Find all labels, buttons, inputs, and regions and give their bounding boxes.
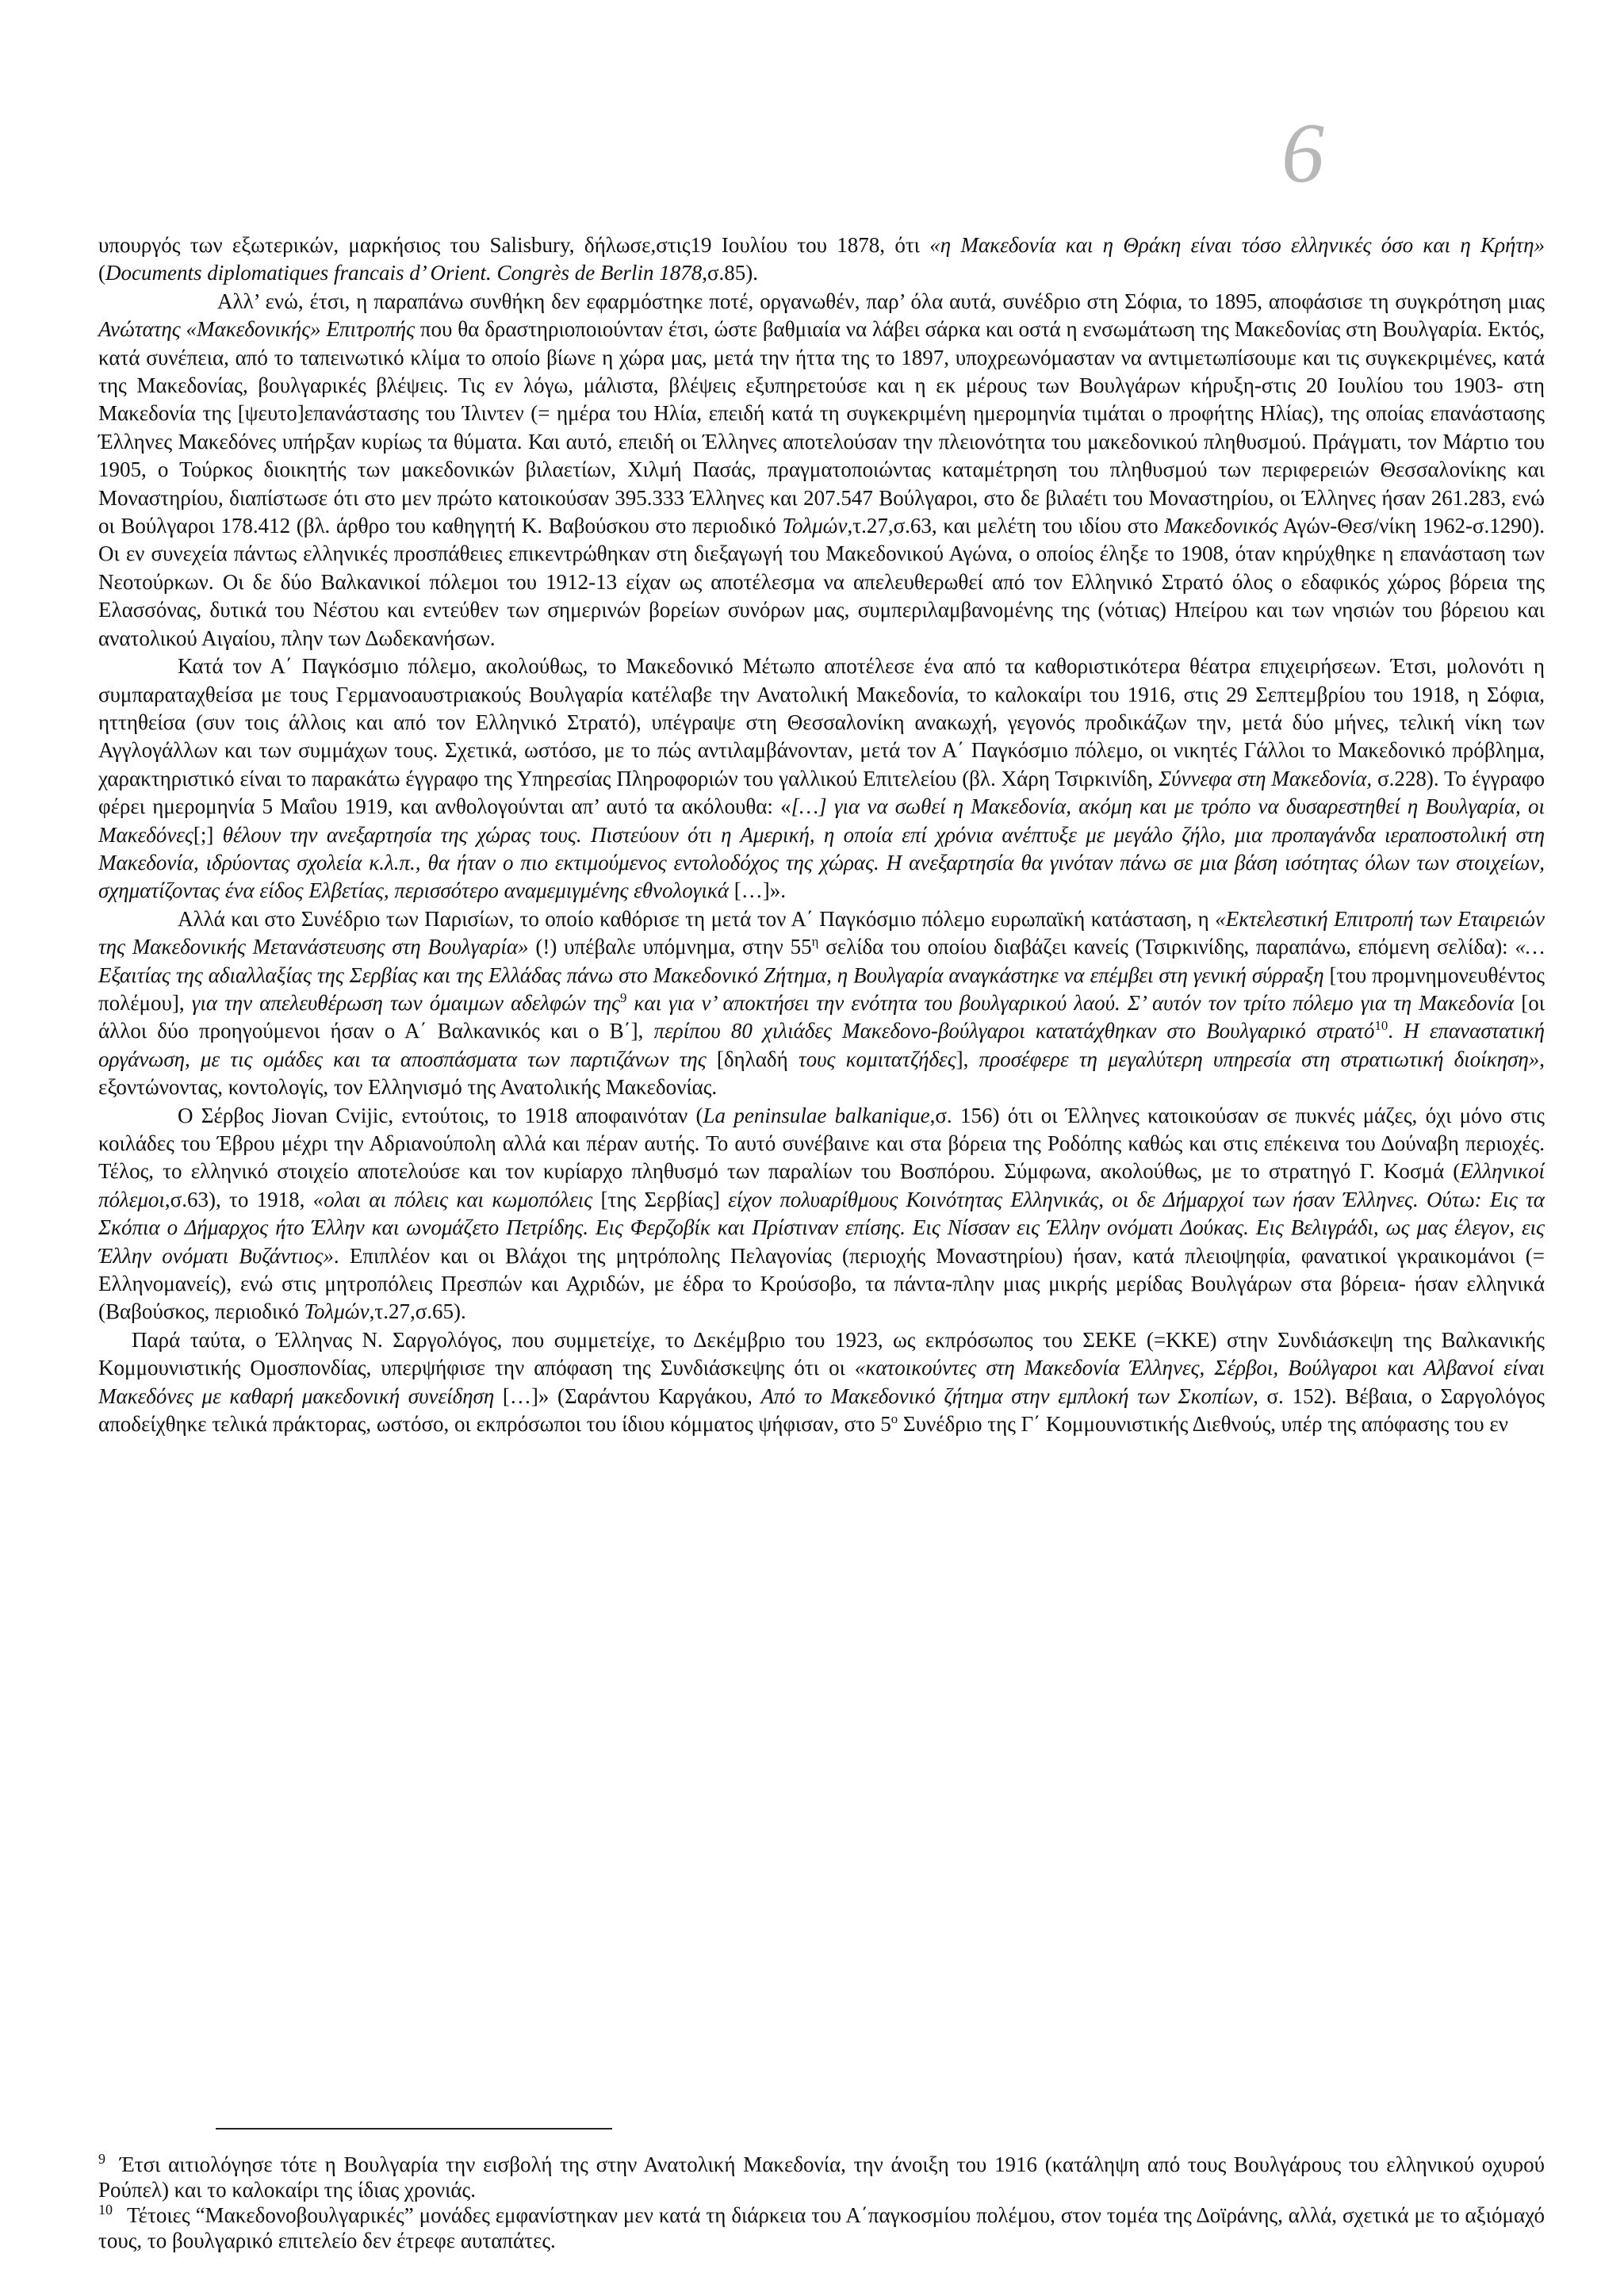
text-run: Αγών-Θεσ/νίκη 1962-σ.1290). Οι εν συνεχεία πάντως ελληνικές προσπάθειες επικεντρώθηκαν στη διεξαγωγή του Μακεδονικού Αγώνα, ο οποίος έληξε το 1908, όταν κηρύχθηκε η επανάσταση των Νεοτούρκων. Οι δε δύο Βαλκανικοί πόλεμοι του 1912-13 είχαν ως αποτέλεσμα να απελευθερωθεί από τον Ελληνικό Στρατό όλος ο εδαφικός χώρος βόρεια της Ελασσόνας, δυτικά του Νέστου και εντεύθεν των σημερινών βορείων συνόρων μας, συμπεριλαμβανομένης της (νότιας) Ηπείρου και των νησιών του βόρειου και ανατολικού Αιγαίου, πλην των Δωδεκανήσων. <box>98 514 1545 650</box>
text-run: […]» (Σαράντου Καργάκου, <box>494 1383 761 1408</box>
paragraph <box>98 232 1545 288</box>
italic-text: […] για να σωθεί η Μακεδονία, ακόμη και με τρόπο να δυσαρεστηθεί η Βουλγαρία, οι Μακεδόνες <box>98 794 1545 847</box>
footnote-text: Έτσι αιτιολόγησε τότε η Βουλγαρία την εισβολή της στην Ανατολική Μακεδονία, την άνοιξη του 1916 (κατάληψη από τους Βουλγάρους του ελληνικού οχυρού Ρούπελ) και το καλοκαίρι της ίδιας χρονιάς. <box>98 2152 1545 2202</box>
text-run: [οι άλλοι δύο προηγούμενοι ήσαν ο Α΄ Βαλκανικός και ο Β΄], <box>98 990 1545 1043</box>
text-run: σελίδα του οποίου διαβάζει κανείς (Τσιρκινίδης, παραπάνω, επόμενη σελίδα): <box>818 935 1515 959</box>
text-run: Παρά ταύτα, ο Έλληνας Ν. Σαργολόγος, που συμμετείχε, το Δεκέμβριο του 1923, ως εκπρόσωπος του ΣΕΚΕ (=ΚΚΕ) στην Συνδιάσκεψη της Βαλκανικής Κομμουνιστικής Ομοσπονδίας, υπερψήφισε την απόφαση της Συνδιάσκεψης ότι οι <box>98 1327 1545 1380</box>
text-run: ,σ.63), το 1918, <box>164 1187 313 1211</box>
text-run: Συνέδριο της Γ΄ Κομμουνιστικής Διεθνούς, υπέρ της απόφασης του εν <box>898 1412 1508 1437</box>
footnote-text: Τέτοιες “Μακεδονοβουλγαρικές” μονάδες εμφανίστηκαν μεν κατά τη διάρκεια του Α΄παγκοσμίου πολέμου, στον τομέα της Δοϊράνης, αλλά, σχετικά με το αξιόμαχό τους, το βουλγαρικό επιτελείο δεν έτρεφε αυταπάτες. <box>98 2203 1545 2252</box>
main-text <box>98 232 1545 1438</box>
italic-text: Σύννεφα στη Μακεδονία, <box>1159 766 1373 790</box>
paragraph <box>98 652 1545 905</box>
italic-text: «ολαι αι πόλεις και κωμοπόλεις <box>312 1187 593 1211</box>
text-run: , εξοντώνοντας, κοντολογίς, τον Ελληνισμό της Ανατολικής Μακεδονίας. <box>98 1047 1545 1100</box>
text-run: σ.228). Το έγγραφο φέρει ημερομηνία 5 Μαΐου 1919, και ανθολογούνται απ’ αυτό τα ακόλουθα: « <box>98 766 1545 819</box>
italic-text: και για ν’ αποκτήσει την ενότητα του βουλγαρικού λαού. Σ’ αυτόν τον τρίτο πόλεμο για τη Μακεδονία <box>626 990 1515 1015</box>
footnote <box>98 2202 1545 2253</box>
text-run: ( <box>98 261 105 285</box>
text-run: (!) υπέβαλε υπόμνημα, στην 55 <box>528 935 812 959</box>
italic-text: Η επαναστατική οργάνωση, με τις ομάδες και τα αποσπάσματα των παρτιζάνων της <box>98 1019 1545 1071</box>
text-run: Κατά τον Α΄ Παγκόσμιο πόλεμο, ακολούθως, το Μακεδονικό Μέτωπο αποτέλεσε ένα από τα καθοριστικότερα θέατρα επιχειρήσεων. Έτσι, μολονότι η συμπαραταχθείσα με τους Γερμανοαυστριακούς Βουλγαρία κατέλαβε την Ανατολική Μακεδονία, το καλοκαίρι του 1916, στις 29 Σεπτεμβρίου του 1918, η Σόφια, ηττηθείσα (συν τοις άλλοις και από τον Ελληνικό Στρατό), υπέγραψε στη Θεσσαλονίκη ανακωχή, γεγονός προδικάζων την, μετά δύο μήνες, τελική νίκη των Αγγλογάλλων και των συμμάχων τους. Σχετικά, ωστόσο, με το πώς αντιλαμβάνονταν, μετά τον Α΄ Παγκόσμιο πόλεμο, οι νικητές Γάλλοι το Μακεδονικό πρόβλημα, χαρακτηριστικό είναι το παρακάτω έγγραφο της Υπηρεσίας Πληροφοριών του γαλλικού Επιτελείου (βλ. Χάρη Τσιρκινίδη, <box>98 654 1545 790</box>
superscript: 9 <box>620 989 627 1005</box>
text-run: ], <box>956 1047 979 1071</box>
footnote-separator <box>216 2128 612 2130</box>
text-run: ,τ.27,σ.65). <box>369 1299 466 1324</box>
text-run: […]». <box>729 878 786 903</box>
italic-text: «η Μακεδονία και η Θράκη είναι τόσο ελληνικές όσο και η Κρήτη» <box>929 233 1545 257</box>
footnote-number: 10 <box>98 2202 113 2218</box>
paragraph <box>98 1102 1545 1326</box>
text-run: [της Σερβίας] <box>592 1187 729 1211</box>
italic-text: προσέφερε τη μεγαλύτερη υπηρεσία στη στρατιωτική διοίκηση» <box>979 1047 1540 1071</box>
text-run: Αλλά και στο Συνέδριο των Παρισίων, το οποίο καθόρισε τη μετά τον Α΄ Παγκόσμιο πόλεμο ευρωπαϊκή κατάσταση, η <box>178 906 1216 931</box>
text-run: Αλλ’ ενώ, έτσι, η παραπάνω συνθήκη δεν εφαρμόστηκε ποτέ, οργανωθέν, παρ’ όλα αυτά, συνέδριο στη Σόφια, το 1895, αποφάσισε τη συγκρότηση μιας <box>217 289 1545 313</box>
text-run: ,σ. 156) ότι οι Έλληνες κατοικούσαν σε πυκνές μάζες, όχι μόνο στις κοιλάδες του Έβρου μέχρι την Αδριανούπολη αλλά και πέραν αυτής. Το αυτό συνέβαινε και στα βόρεια της Ροδόπης καθώς και στις επέκεινα του Δούναβη περιοχές. Τέλος, το ελληνικό στοιχείο αποτελούσε και τον κυρίαρχο πληθυσμό των παραλίων του Βοσπόρου. Σύμφωνα, ακολούθως, με το στρατηγό Γ. Κοσμά ( <box>98 1103 1545 1184</box>
italic-text: La peninsulae balkanique <box>703 1103 930 1127</box>
text-run: Ο Σέρβος Jiovan Cvijic, εντούτοις, το 1918 αποφαινόταν ( <box>178 1103 703 1127</box>
italic-text: Τολμών <box>782 514 848 538</box>
footnote <box>98 2152 1545 2202</box>
italic-text: Τολμών <box>304 1299 370 1324</box>
italic-text: είχον πολυαρίθμους Κοινότητας Ελληνικάς, οι δε Δήμαρχοί των ήσαν Έλληνες. Ούτω: Εις τα Σκόπια ο Δήμαρχος ήτο Έλλην και ωνομάζετο Πετρίδης. Εις Φερζοβίκ και Πρίστιναν επίσης. Εις Νίσσαν εις Έλλην ονόματι Δούκας. Εις Βελιγράδι, ως μας έλεγον, εις Έλλην ονόματι Βυζάντιος» <box>98 1187 1545 1268</box>
italic-text: Documents diplomatiques francais d’ Orient. Congrès de Berlin 1878 <box>105 261 703 285</box>
superscript: η <box>811 934 819 950</box>
italic-text: τους κομιτατζήδες <box>798 1047 956 1071</box>
page-number: 6 <box>1281 106 1324 201</box>
text-run: [δηλαδή <box>706 1047 799 1071</box>
italic-text: «…Εξαιτίας της αδιαλλαξίας της Σερβίας και της Ελλάδας πάνω στο Μακεδονικό Ζήτημα, η Βουλγαρία αναγκάστηκε να επέμβει στη γενική σύρραξη <box>98 935 1545 987</box>
text-run: που θα δραστηριοποιούνταν έτσι, ώστε βαθμιαία να λάβει σάρκα και οστά η ενσωμάτωση της Μακεδονίας στη Βουλγαρία. Εκτός, κατά συνέπεια, από το ταπεινωτικό κλίμα το οποίο βίωνε η χώρα μας, μετά την ήττα της το 1897, υποχρεωνόμασταν να αντιμετωπίσουμε και τις συγκεκριμένες, κατά της Μακεδονίας, βουλγαρικές βλέψεις. Τις εν λόγω, μάλιστα, βλέψεις εξυπηρετούσε και η εκ μέρους των Βουλγάρων κήρυξη-στις 20 Ιουλίου του 1903- στη Μακεδονία της [ψευτο]επανάστασης του Ίλιντεν (= ημέρα του Ηλία, επειδή κατά τη συγκεκριμένη ημερομηνία τιμάται ο προφήτης Ηλίας), της οποίας επανάστασης Έλληνες Μακεδόνες υπήρξαν κυρίως τα θύματα. Και αυτό, επειδή οι Έλληνες αποτελούσαν την πλειονότητα του μακεδονικού πληθυσμού. Πράγματι, τον Μάρτιο του 1905, ο Τούρκος διοικητής των μακεδονικών βιλαετίων, Χιλμή Πασάς, πραγματοποιώντας καταμέτρηση του πληθυσμού των περιφερειών Θεσσαλονίκης και Μοναστηρίου, διαπίστωσε ότι στο μεν πρώτο κατοικούσαν 395.333 Έλληνες και 207.547 Βούλγαροι, στο δε βιλαέτι του Μοναστηρίου, οι Έλληνες ήσαν 261.283, ενώ οι Βούλγαροι 178.412 (βλ. άρθρο του καθηγητή Κ. Βαβούσκου στο περιοδικό <box>98 317 1545 538</box>
italic-text: «κατοικούντες στη Μακεδονία Έλληνες, Σέρβοι, Βούλγαροι και Αλβανοί είναι Μακεδόνες με καθαρή μακεδονική συνείδηση <box>98 1356 1545 1408</box>
superscript: 10 <box>1374 1018 1388 1034</box>
text-run: υπουργός των εξωτερικών, μαρκήσιος του Salisbury, δήλωσε,στις19 Ιουλίου του 1878, ότι <box>98 233 930 257</box>
italic-text: «Εκτελεστική Επιτροπή των Εταιρειών της Μακεδονικής Μετανάστευσης στη Βουλγαρία» <box>98 906 1545 959</box>
italic-text: Από το Μακεδονικό ζήτημα στην εμπλοκή των Σκοπίων, <box>760 1383 1258 1408</box>
italic-text: Μακεδονικός <box>1164 514 1278 538</box>
italic-text: περίπου 80 χιλιάδες Μακεδονο-βούλγαροι κατατάχθηκαν στο Βουλγαρικό στρατό <box>653 1019 1375 1043</box>
italic-text: Ανώτατης «Μακεδονικής» Επιτροπής <box>98 317 416 342</box>
footnote-number: 9 <box>98 2151 105 2167</box>
superscript: ο <box>891 1411 898 1427</box>
text-run: ,σ.85). <box>702 261 758 285</box>
italic-text: για την απελευθέρωση των όμαιμων αδελφών της <box>191 990 620 1015</box>
paragraph <box>98 905 1545 1102</box>
footnotes <box>98 2152 1545 2253</box>
text-run: σ. 152). Βέβαια, ο Σαργολόγος αποδείχθηκε τελικά πράκτορας, ωστόσο, οι εκπρόσωποι του ίδιου κόμματος ψήφισαν, στο 5 <box>98 1383 1545 1437</box>
text-run: [του προμνημονευθέντος πολέμου], <box>98 962 1545 1015</box>
paragraph <box>98 288 1545 652</box>
text-run: . <box>1388 1019 1404 1043</box>
text-run: ,τ.27,σ.63, και μελέτη του ιδίου στο <box>847 514 1165 538</box>
italic-text: Ελληνικοί πόλεμοι <box>98 1159 1545 1211</box>
text-run: [;] <box>193 822 223 847</box>
text-run: . Επιπλέον και οι Βλάχοι της μητρόπολης Πελαγονίας (περιοχής Μοναστηρίου) ήσαν, κατά πλειοψηφία, φανατικοί γκραικομάνοι (= Ελληνομανείς), ενώ στις μητροπόλεις Πρεσπών και Αχριδών, με έδρα το Κρούσοβο, τα πάντα-πλην μιας μικρής μερίδας Βουλγάρων στα βόρεια- ήσαν ελληνικά (Βαβούσκος, περιοδικό <box>98 1243 1545 1324</box>
italic-text: θέλουν την ανεξαρτησία της χώρας τους. Πιστεύουν ότι η Αμερική, η οποία επί χρόνια ανέπτυξε με μεγάλο ζήλο, μια προπαγάνδα ιεραποστολική στη Μακεδονία, ιδρύοντας σχολεία κ.λ.π., θα ήταν ο πιο εκτιμούμενος εντολοδόχος της χώρας. Η ανεξαρτησία θα γινόταν πάνω σε μια βάση ισότητας όλων των στοιχείων, σχηματίζοντας ένα είδος Ελβετίας, περισσότερο αναμεμιγμένης εθνολογικά <box>98 822 1545 903</box>
paragraph <box>98 1326 1545 1439</box>
